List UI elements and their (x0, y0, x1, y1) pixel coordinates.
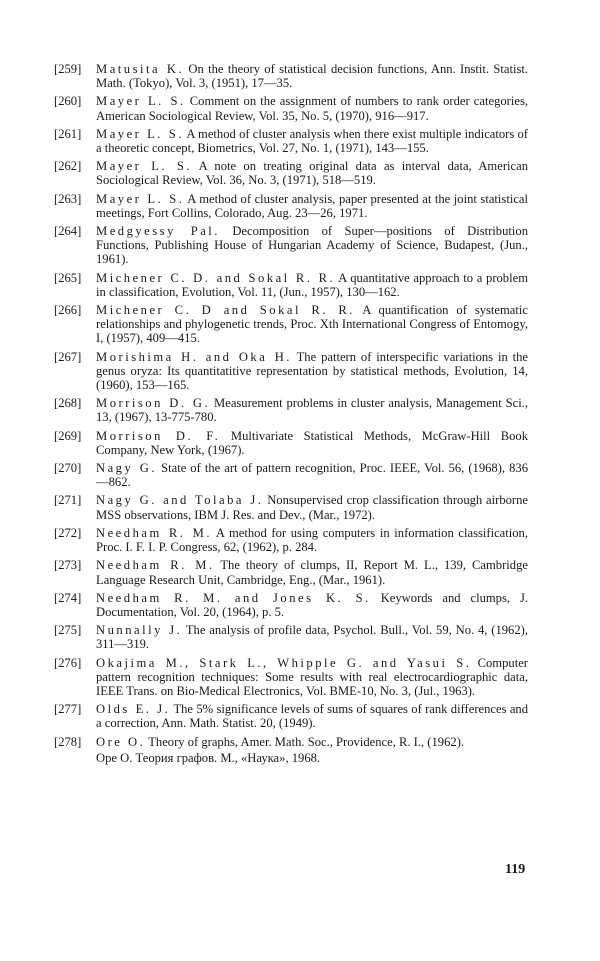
reference-item (54, 429, 528, 457)
reference-number: [262] (54, 159, 82, 174)
reference-text: A quantitative approach to a problem in classification, Evolution, Vol. 11, (Jun., 1957), 130—162. (96, 270, 528, 299)
reference-item (54, 735, 528, 749)
reference-number: [276] (54, 655, 82, 670)
reference-text: A quantification of systematic relationships and phylogenetic trends, Proc. Xth International Congress of Entomogy, I, (1957), 409—415. (96, 303, 528, 346)
reference-item (54, 558, 528, 586)
reference-author: Olds E. J. (96, 702, 171, 717)
reference-text: Decomposition of Super—positions of Distribution Functions, Publishing House of Hungarian Academy of Science, Budapest, (Jun., 1961). (96, 224, 528, 267)
reference-text: A method of cluster analysis, paper presented at the joint statistical meetings, Fort Collins, Colorado, Aug. 23—26, 1971. (96, 191, 528, 220)
reference-item (54, 396, 528, 424)
reference-author: Morrison D. F. (96, 428, 221, 443)
reference-item (54, 159, 528, 187)
reference-item (54, 461, 528, 489)
reference-author: Okajima M., Stark L., Whipple G. and Yasui S. (96, 655, 472, 670)
reference-number: [275] (54, 623, 82, 638)
reference-list (54, 62, 528, 765)
reference-author: Mayer L. S. (96, 191, 185, 206)
reference-text: Theory of graphs, Amer. Math. Soc., Providence, R. I., (1962). (145, 734, 465, 749)
reference-author: Michener C. D and Sokal R. R. (96, 303, 355, 318)
reference-text: The theory of clumps, II, Report M. L., 139, Cambridge Language Research Unit, Cambridge, Eng., (Mar., 1961). (96, 558, 528, 587)
reference-author: Nagy G. (96, 461, 158, 476)
reference-author: Michener C. D. and Sokal R. R. (96, 270, 336, 285)
reference-number: [272] (54, 525, 82, 540)
reference-text: Keywords and clumps, J. Documentation, Vol. 20, (1964), p. 5. (96, 590, 528, 619)
reference-item (54, 303, 528, 346)
reference-text: The 5% significance levels of sums of squares of rank differences and a correction, Ann. Math. Statist. 20, (1949). (96, 702, 528, 731)
reference-number: [265] (54, 270, 82, 285)
reference-item (54, 656, 528, 699)
reference-item (54, 526, 528, 554)
reference-author: Mayer L. S. (96, 94, 186, 109)
reference-item (54, 224, 528, 267)
reference-number: [261] (54, 126, 82, 141)
reference-author: Needham R. M. (96, 525, 212, 540)
reference-number: [263] (54, 191, 82, 206)
reference-text: Comment on the assignment of numbers to rank order categories, American Sociological Review, Vol. 35, No. 5, (1970), 916—917. (96, 94, 528, 123)
reference-number: [274] (54, 590, 82, 605)
reference-number: [277] (54, 702, 82, 717)
reference-item (54, 94, 528, 122)
reference-number: [259] (54, 62, 82, 76)
reference-item (54, 192, 528, 220)
reference-text: A method of cluster analysis when there exist multiple indicators of a theoretic concept, Biometrics, Vol. 27, No. 1, (1971), 143—155. (96, 126, 528, 156)
reference-number: [260] (54, 94, 82, 109)
reference-text: Computer pattern recognition techniques: Some results with real electrocardiographic data, IEEE Trans. on Bio-Medical Electronics, Vol. BME-10, No. 3, (Jul., 1963). (96, 655, 528, 698)
reference-text: Nonsupervised crop classification through airborne MSS observations, IBM J. Res. and Dev., (Mar., 1972). (96, 493, 528, 522)
reference-number: [270] (54, 461, 82, 476)
reference-text: A note on treating original data as interval data, American Sociological Review, Vol. 36, No. 3, (1971), 518—519. (96, 159, 528, 188)
reference-text: A method for using computers in information classification, Proc. I. F. I. P. Congress, 62, (1962), p. 284. (96, 525, 528, 555)
reference-text: State of the art of pattern recognition, Proc. IEEE, Vol. 56, (1968), 836—862. (96, 461, 528, 490)
reference-author: Medgyessy Pal. (96, 224, 220, 239)
reference-item (54, 493, 528, 521)
page-number: 119 (505, 862, 526, 877)
reference-item (54, 591, 528, 619)
reference-author: Mayer L. S. (96, 126, 184, 141)
reference-number: [273] (54, 558, 82, 573)
reference-author: Morrison D. G. (96, 396, 211, 411)
reference-author: Morishima H. and Oka H. (96, 349, 292, 364)
reference-text: Measurement problems in cluster analysis, Management Sci., 13, (1967), 13-775-780. (96, 396, 528, 425)
reference-author: Matusita K. (96, 62, 185, 76)
reference-number: [267] (54, 349, 82, 364)
reference-item (54, 271, 528, 299)
reference-item (54, 702, 528, 730)
reference-number: [271] (54, 493, 82, 508)
reference-text: The analysis of profile data, Psychol. Bull., Vol. 59, No. 4, (1962), 311—319. (96, 623, 528, 652)
reference-item (54, 350, 528, 393)
reference-number: [269] (54, 428, 82, 443)
reference-item (54, 62, 528, 90)
reference-item (54, 127, 528, 155)
reference-item (54, 623, 528, 651)
reference-number: [268] (54, 396, 82, 411)
reference-russian-edition: Оре О. Теория графов. М., «Наука», 1968. (96, 750, 321, 765)
reference-text: The pattern of interspecific variations in the genus oryza: Its quantitatitive representation by statistical methods, Evolution, 14, (1960), 153—165. (96, 349, 529, 393)
reference-author: Nunnally J. (96, 623, 183, 638)
reference-text: Multivariate Statistical Methods, McGraw-Hill Book Company, New York, (1967). (96, 428, 528, 457)
reference-text: On the theory of statistical decision functions, Ann. Instit. Statist. Math. (Tokyo), Vol. 3, (1951), 17—35. (96, 62, 528, 91)
reference-number: [264] (54, 224, 82, 239)
reference-number: [266] (54, 303, 82, 318)
reference-author: Needham R. M. (96, 558, 215, 573)
reference-number: [278] (54, 734, 82, 749)
reference-author: Nagy G. and Tolaba J. (96, 493, 264, 508)
reference-author: Ore O. (96, 734, 146, 749)
reference-author: Needham R. M. and Jones K. S. (96, 590, 371, 605)
reference-author: Mayer L. S. (96, 159, 193, 174)
